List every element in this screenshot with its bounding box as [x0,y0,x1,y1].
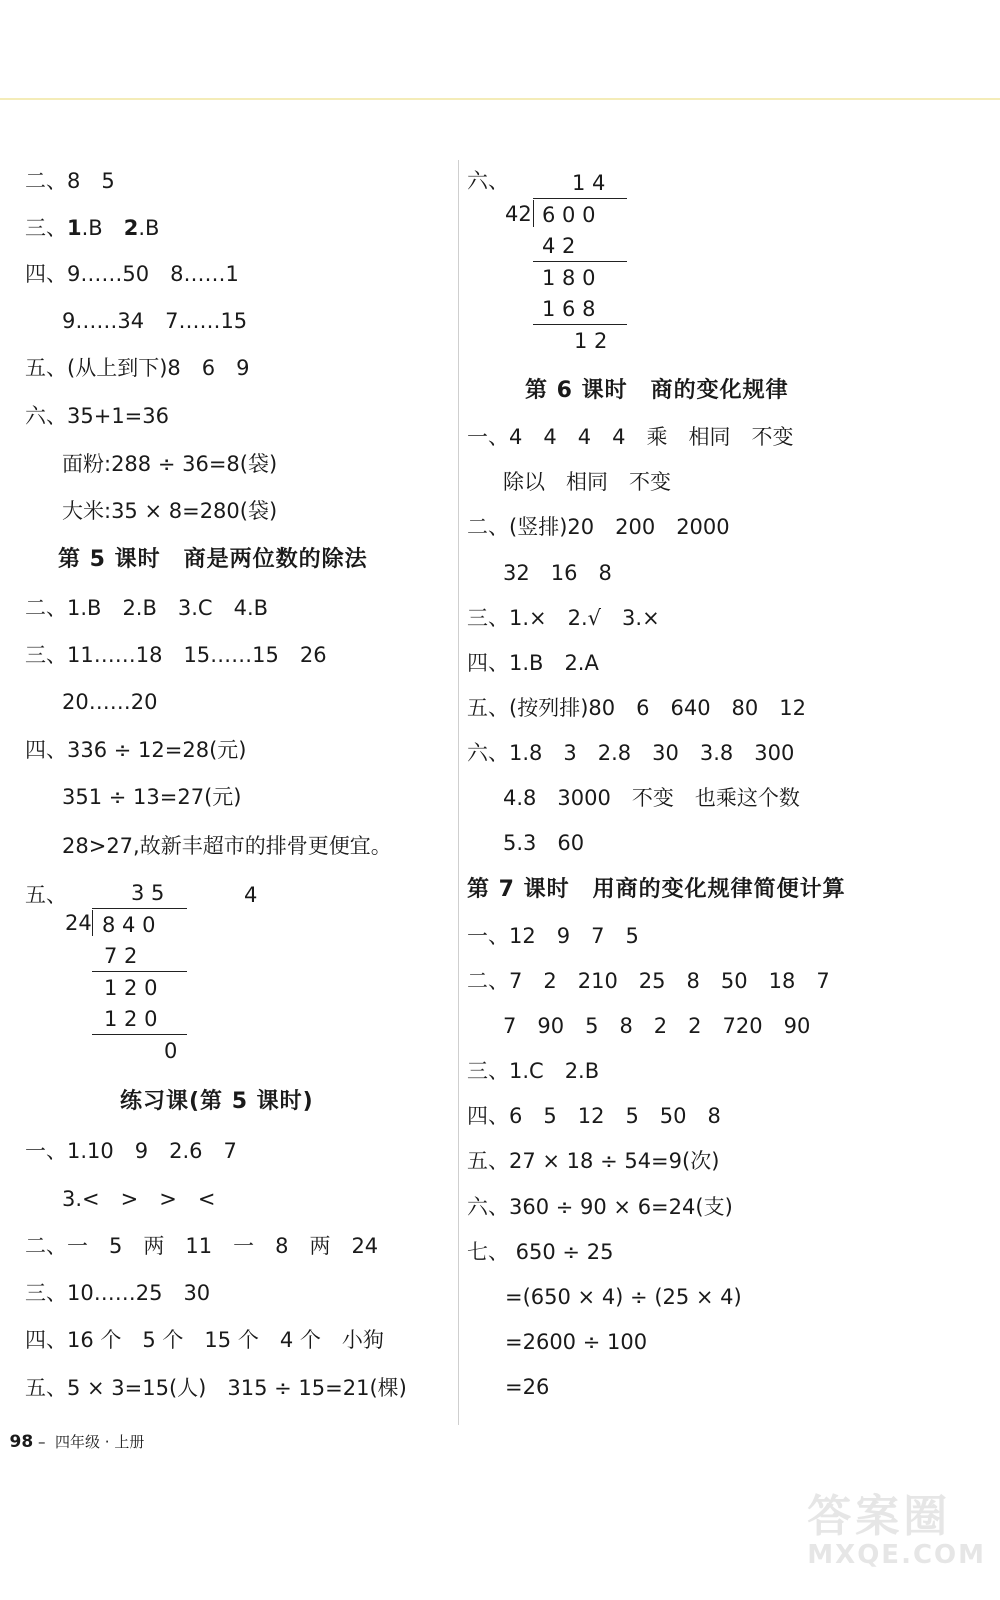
top-rule [0,98,1000,100]
answer-line: 四、1.B 2.A [467,651,599,675]
answer-line: 四、9……50 8……1 [25,262,239,286]
watermark [807,1480,986,1570]
quotient: 1 4 [572,171,606,195]
division-bar [533,198,627,199]
page-number: 98 [9,1432,34,1452]
remainder-row: 1 2 0 [104,976,158,1000]
answer-line: 7 90 5 8 2 2 720 90 [503,1014,811,1038]
answer-line: 32 16 8 [503,561,612,585]
answer-line: 二、8 5 [25,169,115,193]
answer-line: 28>27,故新丰超市的排骨更便宜。 [62,834,392,858]
divisor: 24 [65,911,92,935]
remainder-row: 1 8 0 [542,266,596,290]
page-footer [0,1413,144,1452]
answer-line: 六、1.8 3 2.8 30 3.8 300 [467,741,795,765]
answer-line: 三、1.B 2.B [25,216,160,240]
dividend: 6 0 0 [542,203,596,227]
section-heading: 第 6 课时 商的变化规律 [525,378,789,403]
answer-line: 五、(从上到下)8 6 9 [25,356,250,380]
answer-line: 五、27 × 18 ÷ 54=9(次) [467,1149,720,1173]
answer-line: 三、10……25 30 [25,1281,211,1305]
answer-line: 二、1.B 2.B 3.C 4.B [25,596,269,620]
answer-line: 一、4 4 4 4 乘 相同 不变 [467,425,794,449]
answer-line: =2600 ÷ 100 [505,1330,648,1354]
answer-line: 一、1.10 9 2.6 7 [25,1139,237,1163]
answer-line: 面粉:288 ÷ 36=8(袋) [62,452,278,476]
answer-line: 二、(竖排)20 200 2000 [467,515,730,539]
subtrahend: 7 2 [104,944,138,968]
rule [92,971,187,972]
answer-line: 一、12 9 7 5 [467,924,639,948]
division-bracket [92,910,93,936]
answer-line: 六、360 ÷ 90 × 6=24(支) [467,1195,733,1219]
answer-line: 四、16 个 5 个 15 个 4 个 小狗 [25,1328,384,1352]
watermark-url: MXQE.COM [807,1540,986,1570]
answer-line: 二、一 5 两 11 一 8 两 24 [25,1234,379,1258]
answer-line: 五、 [25,883,67,907]
answer-line: 5.3 60 [503,831,585,855]
answer-line: 除以 相同 不变 [503,470,671,494]
subtrahend: 1 6 8 [542,297,596,321]
answer-line: 三、1.× 2.√ 3.× [467,606,660,630]
answer-line: 三、11……18 15……15 26 [25,643,327,667]
answer-line: =(650 × 4) ÷ (25 × 4) [505,1285,742,1309]
subtrahend: 1 2 0 [104,1007,158,1031]
answer-line: 四、336 ÷ 12=28(元) [25,738,247,762]
answer-line: 三、1.C 2.B [467,1059,600,1083]
book-title: 四年级 · 上册 [55,1433,145,1451]
answer-line: 四、6 5 12 5 50 8 [467,1104,721,1128]
answer-line: 五、5 × 3=15(人) 315 ÷ 15=21(棵) [25,1376,407,1400]
remainder: 0 [164,1039,178,1063]
footer-dash: – [33,1433,56,1451]
dividend: 8 4 0 [102,913,156,937]
answer-line: 351 ÷ 13=27(元) [62,785,242,809]
answer-line: 3.< > > < [62,1187,216,1211]
section-heading: 练习课(第 5 课时) [120,1089,314,1114]
answer-line: 七、 650 ÷ 25 [467,1240,614,1264]
section-heading: 第 5 课时 商是两位数的除法 [58,547,368,572]
answer-line: =26 [505,1375,550,1399]
answer-line: 9……34 7……15 [62,309,248,333]
rule [533,324,627,325]
answer-line: 20……20 [62,690,158,714]
watermark-logo: 答案圈 [807,1491,952,1542]
rule [533,261,627,262]
remainder: 1 2 [574,329,608,353]
answer-line: 六、 [467,169,509,193]
rule [92,1034,187,1035]
answer-line: 六、35+1=36 [25,404,169,428]
answer-line: 二、7 2 210 25 8 50 18 7 [467,969,830,993]
divisor: 42 [505,202,532,226]
division-bar [92,908,187,909]
quotient: 3 5 [131,881,165,905]
answer-line: 五、(按列排)80 6 640 80 12 [467,696,806,720]
answer-line: 大米:35 × 8=280(袋) [62,499,278,523]
answer-line: 4 [244,883,258,907]
subtrahend: 4 2 [542,234,576,258]
column-divider [458,160,459,1425]
answer-line: 4.8 3000 不变 也乘这个数 [503,786,800,810]
long-division [500,170,640,360]
long-division [60,880,200,1070]
section-heading: 第 7 课时 用商的变化规律简便计算 [467,877,846,902]
division-bracket [533,200,534,227]
